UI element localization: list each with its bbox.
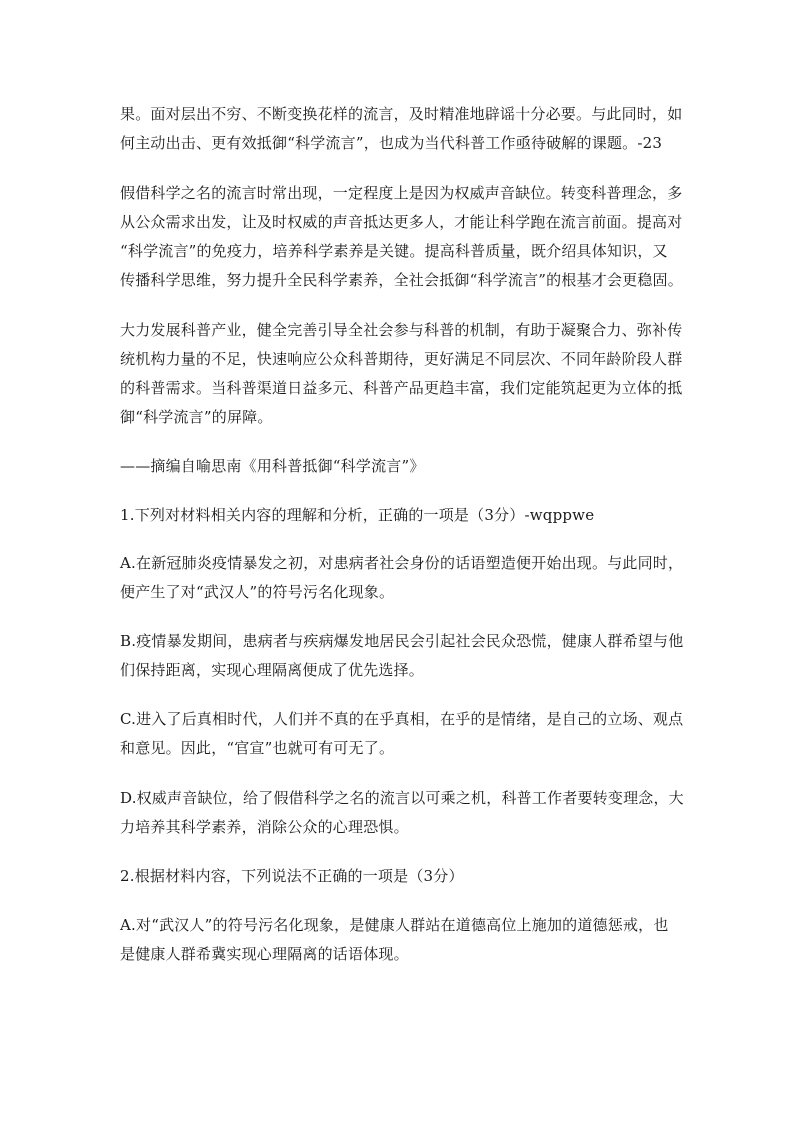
question-1-option-b (120, 627, 684, 685)
paragraph-fact-check-intro (120, 100, 683, 158)
question-1-option-c (120, 705, 684, 763)
text-line: 果。面对层出不穷、不断变换花样的流言，及时精准地辟谣十分必要。与此同时，如 (120, 105, 683, 123)
text-line: 力培养其科学素养，消除公众的心理恐惧。 (120, 818, 409, 836)
text-line: 何主动出击、更有效抵御“科学流言”，也成为当代科普工作亟待破解的课题。-23 (120, 134, 663, 152)
text-line: 和意见。因此，“官宣”也就可有可无了。 (120, 739, 395, 757)
text-line: 1.下列对材料相关内容的理解和分析，正确的一项是（3分）-wqppwe (120, 506, 595, 524)
text-line: 统机构力量的不足，快速响应公众科普期待，更好满足不同层次、不同年龄阶段人群 (120, 350, 683, 368)
text-line: 假借科学之名的流言时常出现，一定程度上是因为权威声音缺位。转变科普理念，多 (120, 184, 683, 202)
text-line: ——摘编自喻思南《用科普抵御“科学流言”》 (120, 457, 425, 475)
text-line: 从公众需求出发，让及时权威的声音抵达更多人，才能让科学跑在流言前面。提高对 (120, 213, 683, 231)
question-1-option-a (120, 549, 684, 607)
text-line: 大力发展科普产业，健全完善引导全社会参与科普的机制，有助于凝聚合力、弥补传 (120, 321, 683, 339)
paragraph-science-industry (120, 316, 683, 432)
question-1 (120, 501, 676, 530)
text-line: 的科普需求。当科普渠道日益多元、科普产品更趋丰富，我们定能筑起更为立体的抵 (120, 379, 683, 397)
question-1-option-d (120, 784, 684, 842)
question-2-option-a (120, 911, 676, 969)
text-line: 2.根据材料内容，下列说法不正确的一项是（3分） (120, 867, 464, 885)
text-line: A.对“武汉人”的符号污名化现象，是健康人群站在道德高位上施加的道德惩戒，也 (120, 916, 669, 934)
text-line: “科学流言”的免疫力，培养科学素养是关键。提高科普质量，既介绍具体知识，又 (120, 242, 668, 260)
text-line: 御“科学流言”的屏障。 (120, 408, 273, 426)
paragraph-authority-voice (120, 179, 683, 295)
source-citation (120, 452, 676, 481)
question-2 (120, 862, 676, 891)
text-line: 是健康人群希冀实现心理隔离的话语体现。 (120, 945, 409, 963)
text-line: A.在新冠肺炎疫情暴发之初，对患病者社会身份的话语塑造便开始出现。与此同时， (120, 554, 684, 572)
text-line: 们保持距离，实现心理隔离便成了优先选择。 (120, 661, 425, 679)
text-line: D.权威声音缺位，给了假借科学之名的流言以可乘之机，科普工作者要转变理念，大 (120, 789, 684, 807)
text-line: 便产生了对“武汉人”的符号污名化现象。 (120, 583, 395, 601)
text-line: C.进入了后真相时代，人们并不真的在乎真相，在乎的是情绪，是自己的立场、观点 (120, 710, 684, 728)
text-line: 传播科学思维，努力提升全民科学素养，全社会抵御“科学流言”的根基才会更稳固。 (120, 271, 683, 289)
text-line: B.疫情暴发期间，患病者与疾病爆发地居民会引起社会民众恐慌，健康人群希望与他 (120, 632, 684, 650)
